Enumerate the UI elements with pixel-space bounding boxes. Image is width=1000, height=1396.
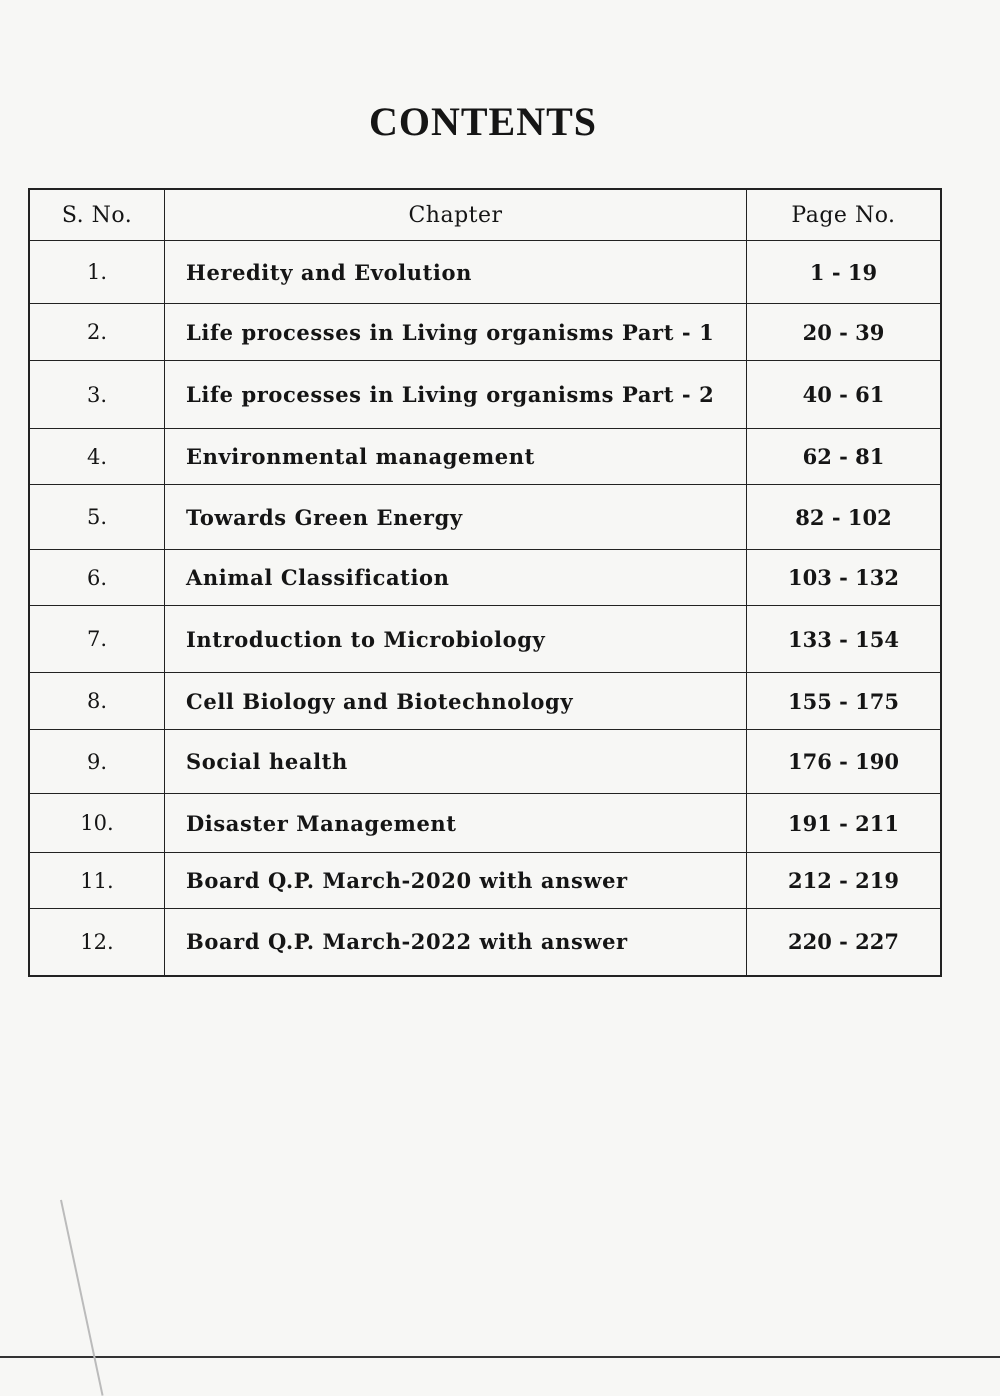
row-chapter: Disaster Management	[165, 794, 747, 853]
table-header-row	[29, 189, 941, 241]
row-pages: 220 - 227	[747, 909, 942, 976]
row-pages: 40 - 61	[747, 361, 942, 429]
page-title: CONTENTS	[368, 99, 598, 144]
row-sno: 7.	[29, 606, 165, 673]
contents-table	[28, 188, 942, 977]
table-row	[29, 794, 941, 853]
row-chapter: Introduction to Microbiology	[165, 606, 747, 673]
table-row	[29, 429, 941, 485]
bottom-rule	[0, 1356, 1000, 1358]
row-chapter: Heredity and Evolution	[165, 241, 747, 304]
row-sno: 1.	[29, 241, 165, 304]
row-sno: 11.	[29, 853, 165, 909]
table-row	[29, 730, 941, 794]
row-sno: 9.	[29, 730, 165, 794]
row-sno: 5.	[29, 485, 165, 550]
table-row	[29, 909, 941, 976]
table-row	[29, 361, 941, 429]
header-chapter: Chapter	[165, 189, 747, 241]
row-chapter: Cell Biology and Biotechnology	[165, 673, 747, 730]
row-pages: 133 - 154	[747, 606, 942, 673]
row-pages: 103 - 132	[747, 550, 942, 606]
row-chapter: Environmental management	[165, 429, 747, 485]
table-row	[29, 241, 941, 304]
table-row	[29, 673, 941, 730]
scan-mark	[60, 1200, 103, 1396]
row-chapter: Life processes in Living organisms Part - 1	[165, 304, 747, 361]
row-chapter: Board Q.P. March-2022 with answer	[165, 909, 747, 976]
row-pages: 155 - 175	[747, 673, 942, 730]
row-chapter: Life processes in Living organisms Part - 2	[165, 361, 747, 429]
table-row	[29, 485, 941, 550]
row-pages: 212 - 219	[747, 853, 942, 909]
header-page: Page No.	[747, 189, 942, 241]
row-pages: 191 - 211	[747, 794, 942, 853]
table-row	[29, 606, 941, 673]
row-sno: 3.	[29, 361, 165, 429]
row-chapter: Towards Green Energy	[165, 485, 747, 550]
row-pages: 82 - 102	[747, 485, 942, 550]
row-sno: 10.	[29, 794, 165, 853]
row-pages: 20 - 39	[747, 304, 942, 361]
row-chapter: Animal Classification	[165, 550, 747, 606]
row-chapter: Social health	[165, 730, 747, 794]
table-row	[29, 853, 941, 909]
row-pages: 62 - 81	[747, 429, 942, 485]
row-sno: 4.	[29, 429, 165, 485]
row-sno: 6.	[29, 550, 165, 606]
row-pages: 176 - 190	[747, 730, 942, 794]
row-pages: 1 - 19	[747, 241, 942, 304]
row-sno: 2.	[29, 304, 165, 361]
row-chapter: Board Q.P. March-2020 with answer	[165, 853, 747, 909]
row-sno: 8.	[29, 673, 165, 730]
header-sno: S. No.	[29, 189, 165, 241]
row-sno: 12.	[29, 909, 165, 976]
table-row	[29, 550, 941, 606]
table-row	[29, 304, 941, 361]
